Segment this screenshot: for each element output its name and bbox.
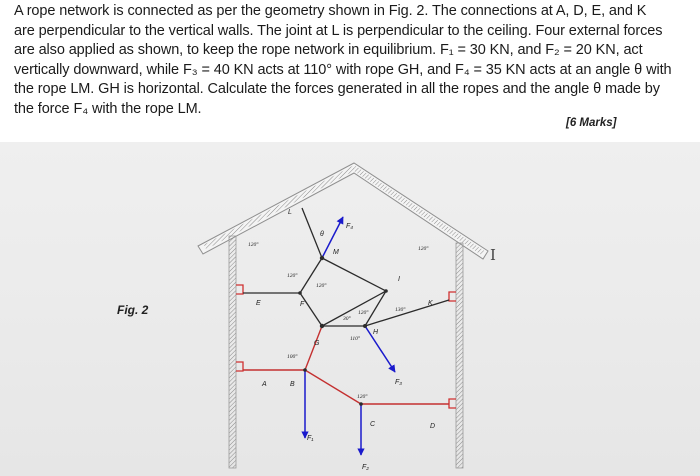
angle-G-110: 110° [350, 336, 361, 342]
figure-caption: Fig. 2 [117, 303, 149, 317]
joint-I [384, 289, 388, 293]
text-cursor-icon: I [490, 246, 496, 264]
angle-G-30: 30° [343, 316, 351, 322]
label-L: L [288, 209, 292, 216]
label-F1: F₁ [307, 435, 314, 442]
label-F: F [300, 301, 305, 308]
joint-H [363, 324, 367, 328]
roof-hatch-right [354, 168, 483, 253]
angle-eaves-right: 120° [418, 246, 429, 252]
joint-F [298, 291, 302, 295]
roof-outer [198, 163, 488, 259]
question-line-4: vertically downward, while F₃ = 40 KN acts at 110° with rope GH, and F₄ = 35 KN acts at an angle θ with [14, 61, 672, 78]
rope-GB [305, 326, 322, 370]
rope-IG [322, 291, 386, 326]
label-theta: θ [320, 231, 324, 238]
question-line-3: are also applied as shown, to keep the rope network in equilibrium. F₁ = 30 KN, and F₂ = 20 KN, act [14, 42, 643, 58]
question-line-2: are perpendicular to the vertical walls. The joint at L is perpendicular to the ceiling. Four external forces [14, 22, 663, 39]
rope-FG [300, 293, 322, 326]
bracket-E [236, 285, 243, 294]
angle-M-mid: 120° [316, 283, 327, 289]
rope-MI [322, 258, 386, 291]
label-M: M [333, 249, 339, 256]
joint-G [320, 324, 324, 328]
force-F3-arrow [365, 326, 395, 372]
angle-B: 100° [287, 354, 298, 360]
joint-C [359, 402, 363, 406]
angle-H-right: 130° [395, 307, 406, 313]
label-A: A [262, 381, 267, 388]
question-line-6: the force F₄ with the rope LM. [14, 100, 202, 117]
label-K: K [428, 300, 433, 307]
marks-label: [6 Marks] [566, 117, 617, 129]
question-line-1: A rope network is connected as per the geometry shown in Fig. 2. The connections at A, D, E, and K [14, 3, 647, 19]
right-wall [456, 243, 463, 468]
left-wall [229, 236, 236, 468]
joint-M [320, 256, 324, 260]
label-F2: F₂ [362, 464, 369, 471]
label-G: G [314, 340, 320, 347]
bracket-A [236, 362, 243, 371]
label-D: D [430, 423, 436, 430]
label-I: I [398, 276, 400, 283]
rope-LM [302, 208, 322, 258]
angle-G-mid: 120° [358, 310, 369, 316]
question-line-5: the rope LM. GH is horizontal. Calculate the forces generated in all the ropes and the angle θ made by [14, 81, 660, 97]
label-H: H [373, 329, 379, 336]
label-F4: F₄ [346, 223, 354, 230]
label-B: B [290, 381, 295, 388]
label-E: E [256, 300, 261, 307]
joint-B [303, 368, 307, 372]
angle-M-lower: 120° [287, 273, 298, 279]
rope-BC [305, 370, 361, 404]
bracket-D [449, 399, 456, 408]
bracket-K [449, 292, 456, 301]
angle-C: 120° [357, 394, 368, 400]
label-C: C [370, 421, 376, 428]
label-F3: F₃ [395, 379, 403, 386]
roof-hatch-left [205, 168, 354, 247]
angle-eaves-left: 120° [248, 242, 259, 248]
